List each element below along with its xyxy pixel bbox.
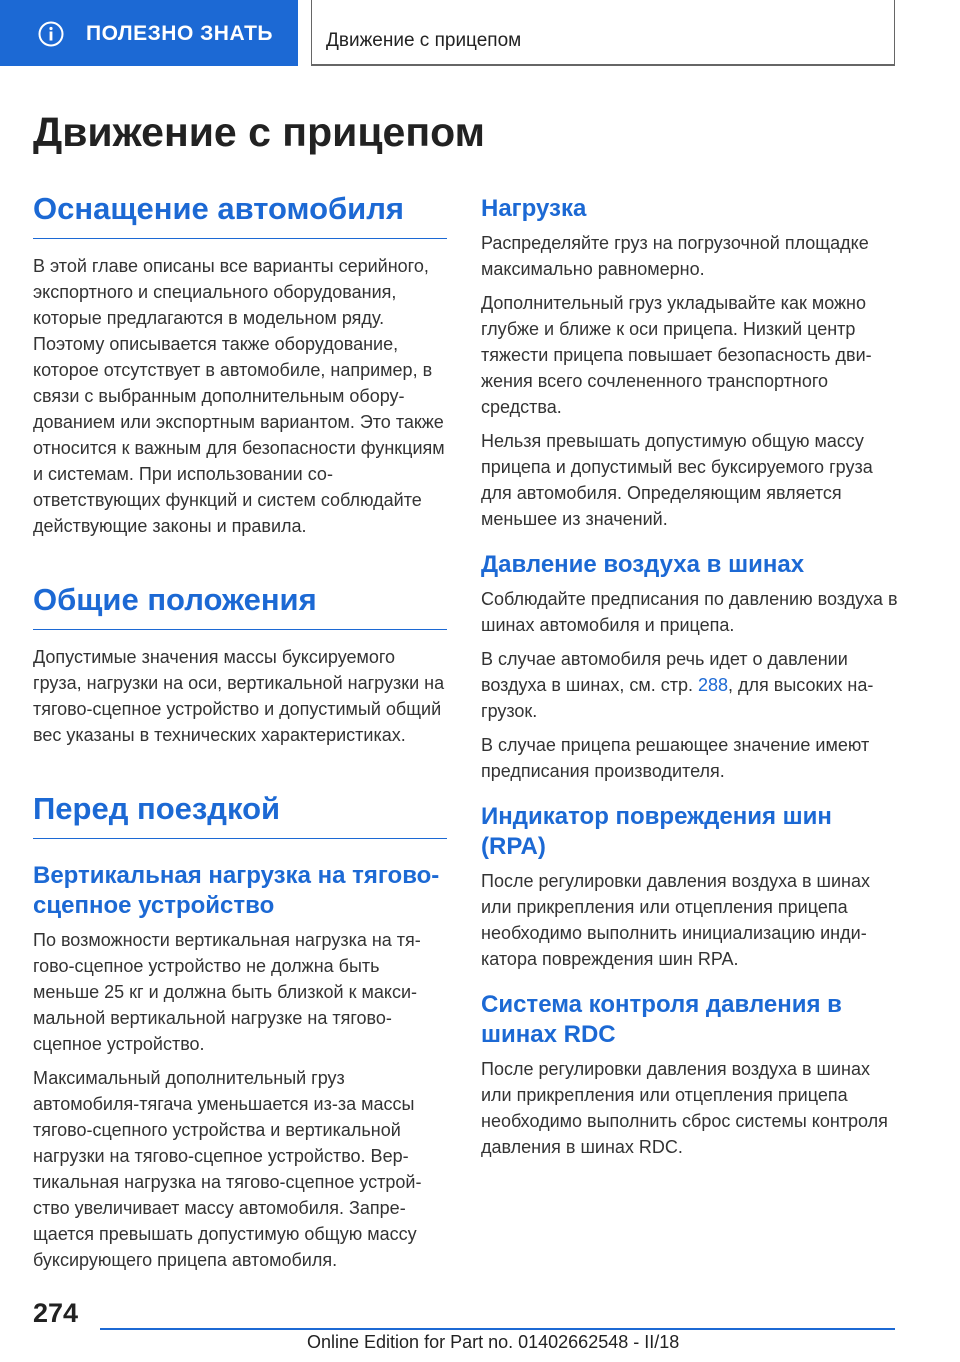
paragraph-load-1: Распределяйте груз на погрузочной площадке максимально равномерно. — [481, 233, 869, 279]
info-circle-icon — [38, 21, 64, 47]
section-title-equipment: Оснащение автомобиля — [33, 190, 447, 239]
paragraph-rdc: После регулировки давления воздуха в шинах или прикрепления или отцепления прицепа необходимо выполнить сброс системы контроля давления в шинах RDC. — [481, 1059, 888, 1157]
paragraph-tire-pressure-3: В случае прицепа решающее значение имеют предписания производителя. — [481, 735, 870, 781]
paragraph-load-2: Дополнительный груз укладывайте как можно глубже и ближе к оси прицепа. Низкий центр тяжести прицепа повышает безопасность движения всего сочлененного транспортного средства. — [481, 293, 872, 417]
paragraph-equipment: В этой главе описаны все варианты серийного, экспортного и специального оборудования, которые предлагаются в модельном ряду. Поэтому описывается также оборудование, которое отсутствует в автомобиле, например, в связи с выбранным дополнительным оборудованием или экспортным вариантом. Это также относится к важным для безопасности функциям и системам. При использовании соответствующих функций и систем соблюдайте действующие законы и правила. — [33, 256, 445, 536]
page-reference-link[interactable]: 288 — [697, 675, 729, 695]
page-footer — [0, 1290, 960, 1362]
breadcrumb[interactable]: Движение с прицепом — [326, 30, 522, 51]
page-number: 274 — [33, 1298, 79, 1328]
section-title-general: Общие положения — [33, 581, 447, 630]
page-title: Движение с прицепом — [33, 109, 485, 155]
paragraph-rpa: После регулировки давления воздуха в шинах или прикрепления или отцепления прицепа необходимо выполнить инициализацию индикатора повреждения шин RPA. — [481, 871, 870, 969]
section-tab[interactable] — [0, 0, 298, 66]
paragraph-general: Допустимые значения массы буксируемого груза, нагрузки на оси, вертикальной нагрузки на тягово-сцепное устройство и допустимый общий вес указаны в технических характеристиках. — [33, 647, 445, 745]
section-tab-label: ПОЛЕЗНО ЗНАТЬ — [86, 22, 273, 45]
footer-divider — [100, 1328, 895, 1330]
paragraph-load-3: Нельзя превышать допустимую общую массу прицепа и допустимый вес буксируемого груза для автомобиля. Определяющим является меньшее из значений. — [481, 431, 873, 529]
paragraph-vertical-load-2: Максимальный дополнительный груз автомобиля-тягача уменьшается из-за массы тягово-сцепного устройства и вертикальной нагрузки на тягово-сцепное устройство. Вертикальная нагрузка на тягово-сцепное устройство увеличивает массу автомобиля. Запрещается превышать допустимую общую массу буксирующего прицепа автомобиля. — [33, 1068, 422, 1270]
paragraph-tire-pressure-2-start: В случае автомобиля речь идет о давлении воздуха в шинах, см. стр. — [481, 649, 848, 695]
subsection-title-vertical-load: Вертикальная нагрузка на тягово-сцепное устройство — [33, 862, 440, 919]
page-header — [0, 0, 960, 66]
left-column — [33, 190, 447, 1273]
subsection-title-load: Нагрузка — [481, 195, 587, 222]
subsection-title-rdc: Система контроля давления в шинах RDC — [481, 991, 842, 1048]
paragraph-tire-pressure-2-end: , для высоких нагрузок. — [481, 675, 874, 721]
paragraph-vertical-load-1: По возможности вертикальная нагрузка на тягово-сцепное устройство не должна быть меньше 25 кг и должна быть близкой к максимальной вертикальной нагрузке на тягово-сцепное устройство. — [33, 930, 421, 1054]
section-title-before-trip: Перед поездкой — [33, 790, 447, 839]
paragraph-tire-pressure-1: Соблюдайте предписания по давлению воздуха в шинах автомобиля и прицепа. — [481, 589, 898, 635]
edition-note: Online Edition for Part no. 01402662548 - II/18 — [307, 1332, 680, 1352]
right-column — [481, 190, 901, 1160]
breadcrumb-frame — [311, 0, 895, 66]
subsection-title-rpa: Индикатор повреждения шин (RPA) — [481, 803, 832, 860]
subsection-title-tire-pressure: Давление воздуха в шинах — [481, 551, 805, 578]
paragraph-tire-pressure-2 — [481, 646, 901, 724]
